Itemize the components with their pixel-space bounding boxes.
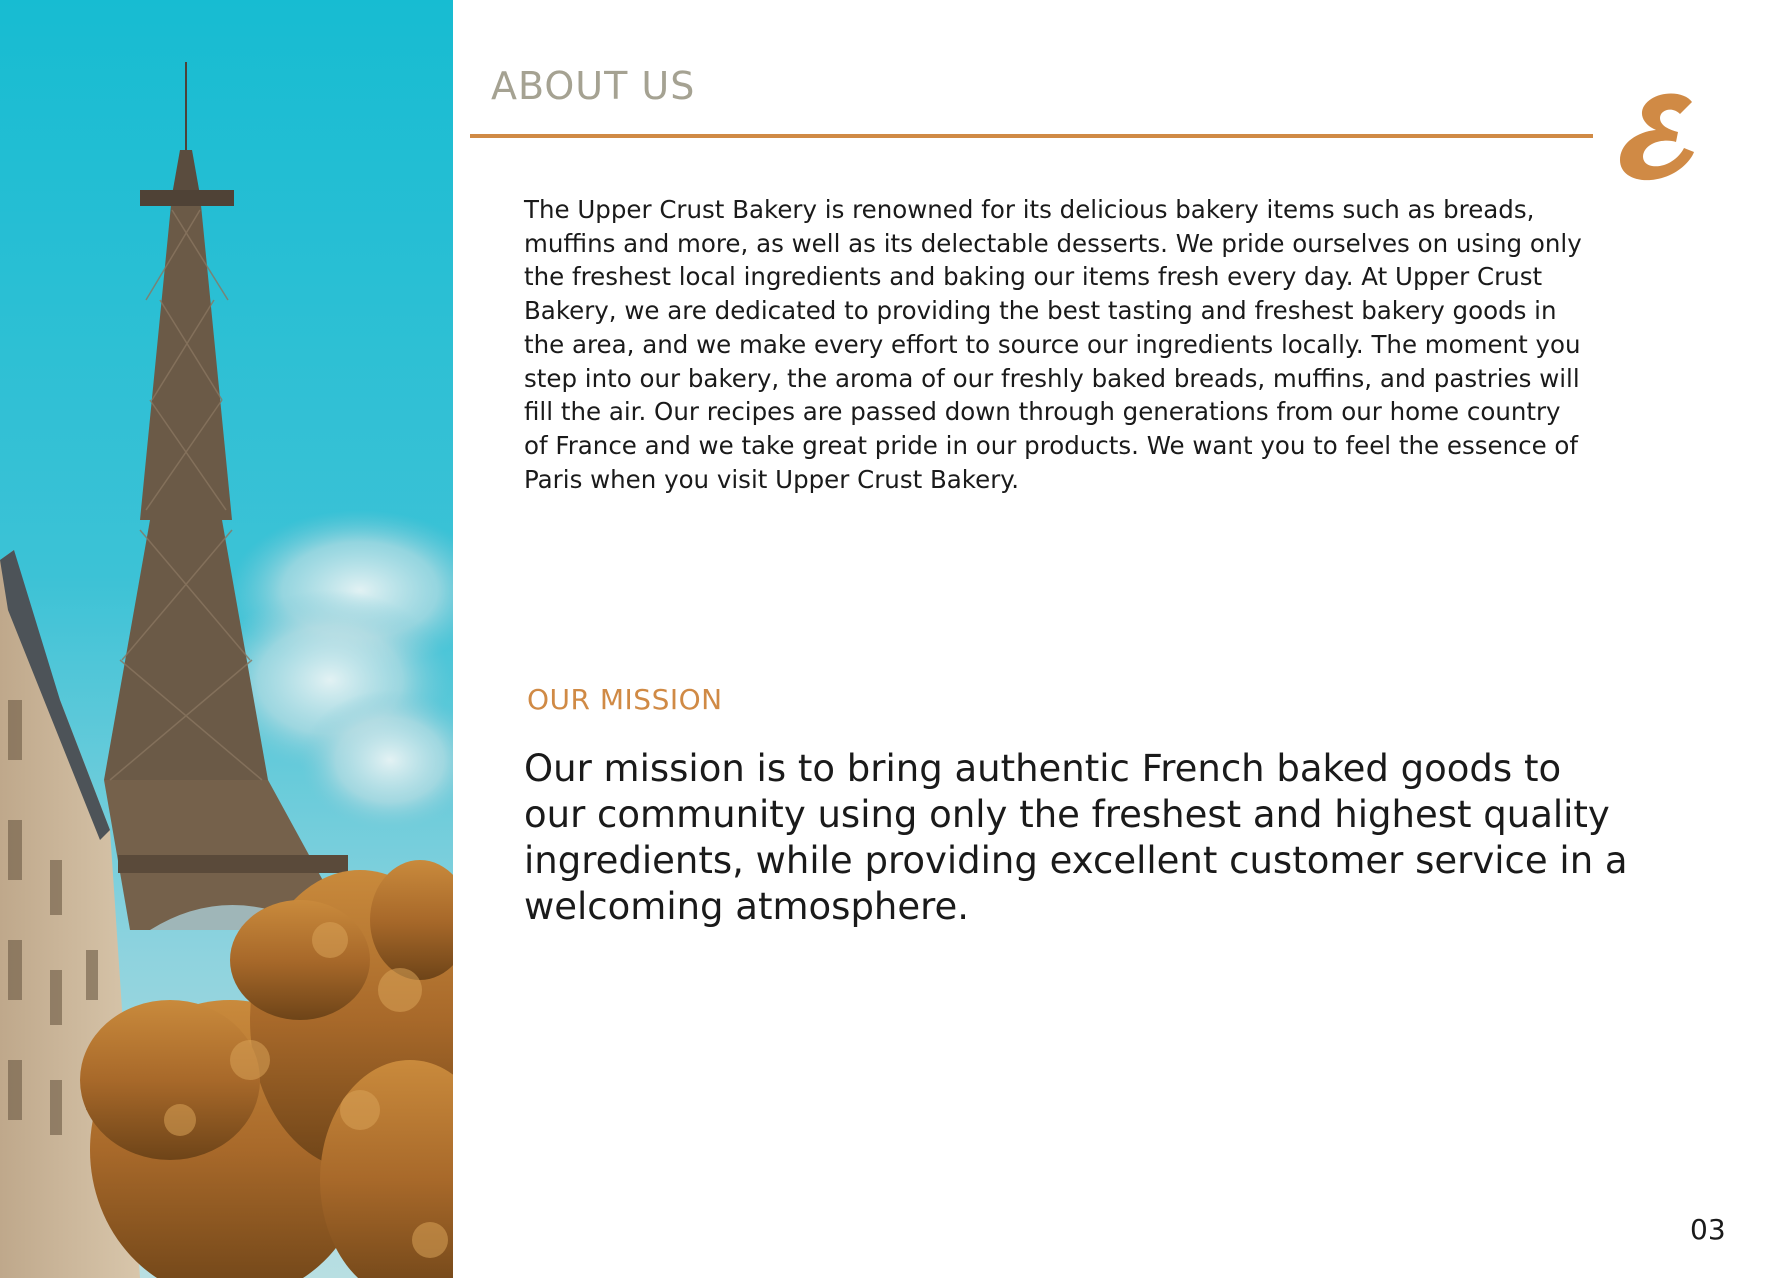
about-line: the area, and we make every effort to source our ingredients locally. The moment you: [524, 329, 1581, 359]
about-line: muffins and more, as well as its delectable desserts. We pride ourselves on using only: [524, 228, 1582, 258]
mission-line: Our mission is to bring authentic French baked goods to: [524, 747, 1562, 790]
about-line: Bakery, we are dedicated to providing the best tasting and freshest bakery goods in: [524, 296, 1557, 326]
about-paragraph: [524, 193, 1624, 496]
about-line: fill the air. Our recipes are passed down through generations from our home country: [524, 397, 1561, 427]
about-line: Paris when you visit Upper Crust Bakery.: [524, 464, 1020, 494]
mission-line: ingredients, while providing excellent customer service in a: [524, 839, 1628, 882]
page-title: ABOUT US: [491, 64, 696, 108]
about-line: step into our bakery, the aroma of our freshly baked breads, muffins, and pastries will: [524, 363, 1580, 393]
mission-heading: OUR MISSION: [527, 683, 723, 716]
title-divider: [470, 134, 1593, 138]
mission-statement: [524, 746, 1664, 930]
about-line: The Upper Crust Bakery is renowned for its delicious bakery items such as breads,: [524, 195, 1535, 224]
eiffel-tower-photo: [0, 0, 453, 1278]
mission-line: welcoming atmosphere.: [524, 885, 970, 928]
page-number: 03: [1690, 1213, 1726, 1246]
mission-line: our community using only the freshest and highest quality: [524, 793, 1610, 836]
about-line: of France and we take great pride in our products. We want you to feel the essence of: [524, 430, 1579, 460]
bakery-logo-icon: [1614, 88, 1704, 188]
about-line: the freshest local ingredients and baking our items fresh every day. At Upper Crust: [524, 262, 1543, 292]
